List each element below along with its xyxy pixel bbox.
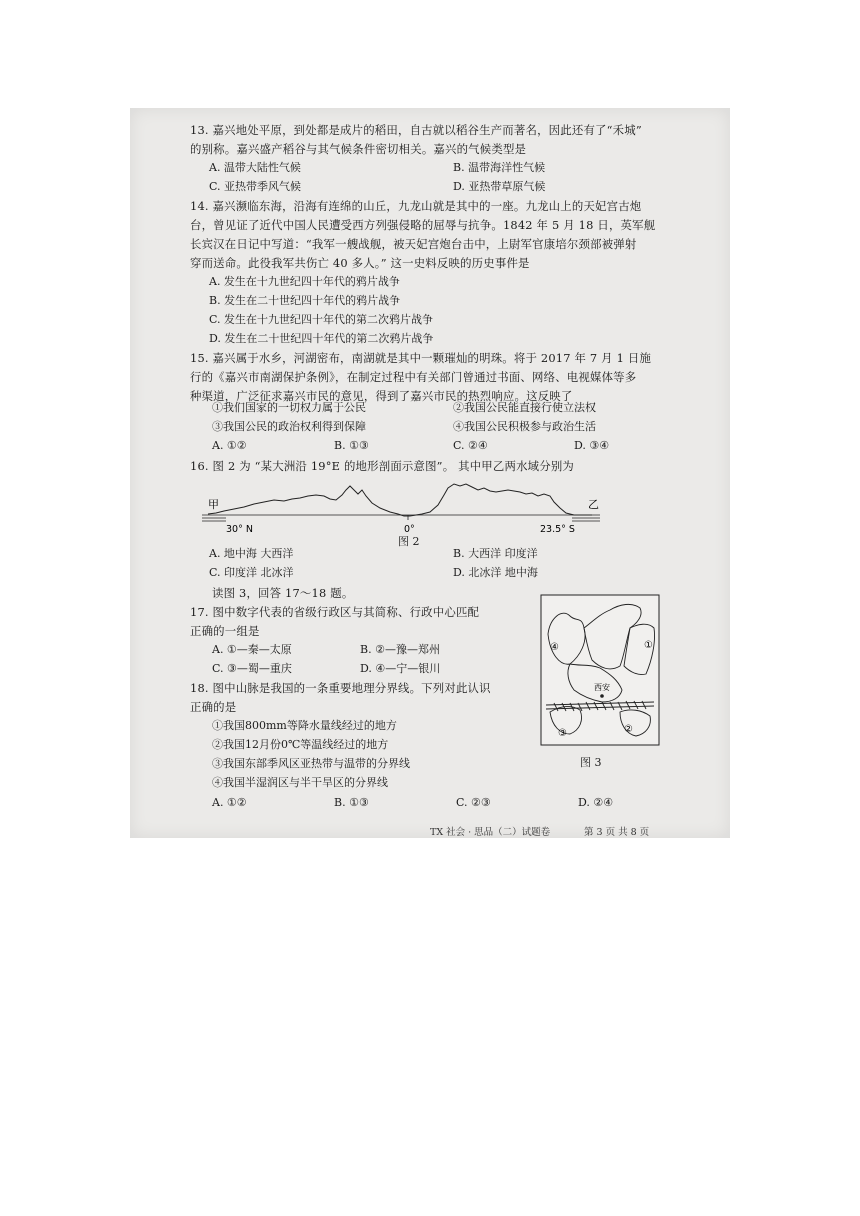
- q14-option-c: C. 发生在十九世纪四十年代的第二次鸦片战争: [209, 313, 434, 326]
- q16-option-c: C. 印度洋 北冰洋: [209, 566, 294, 579]
- q18-stem-line-1: 18. 图中山脉是我国的一条重要地理分界线。下列对此认识: [190, 681, 491, 695]
- province-map-figure-3: [540, 594, 660, 746]
- q14-stem-line-4: 穿而送命。此役我军共伤亡 40 多人。” 这一史料反映的历史事件是: [190, 256, 530, 270]
- q17-option-b: B. ②—豫—郑州: [360, 643, 440, 656]
- q14-stem-line-1: 14. 嘉兴濒临东海，沿海有连绵的山丘，九龙山就是其中的一座。九龙山上的天妃宫古炮: [190, 199, 642, 213]
- q18-option-b: B. ①③: [334, 796, 369, 809]
- reading-instruction: 读图 3，回答 17～18 题。: [212, 586, 354, 600]
- q13-option-c: C. 亚热带季风气候: [209, 180, 302, 193]
- q17-stem-line-2: 正确的一组是: [190, 624, 260, 638]
- q18-option-c: C. ②③: [456, 796, 491, 809]
- q13-option-b: B. 温带海洋性气候: [453, 161, 546, 174]
- water-hatch-right: [572, 518, 600, 521]
- tick-0: 0°: [404, 524, 415, 535]
- q14-stem-line-2: 台，曾见证了近代中国人民遭受西方列强侵略的屈辱与抗争。1842 年 5 月 18 日，英军舰: [190, 218, 656, 232]
- q16-option-b: B. 大西洋 印度洋: [453, 547, 538, 560]
- figure-2-caption: 图 2: [398, 535, 420, 548]
- q15-statement-1: ①我们国家的一切权力属于公民: [212, 401, 366, 414]
- exam-footer-page: 第 3 页 共 8 页: [584, 827, 650, 838]
- terrain-profile-line: [208, 484, 592, 516]
- q17-option-d: D. ④—宁—银川: [360, 662, 441, 675]
- map-num-1: ①: [644, 640, 653, 651]
- map-num-2: ②: [624, 724, 633, 735]
- q15-statement-4: ④我国公民积极参与政治生活: [453, 420, 596, 433]
- q18-stem-line-2: 正确的是: [190, 700, 237, 714]
- q14-option-b: B. 发生在二十世纪四十年代的鸦片战争: [209, 294, 401, 307]
- q14-option-a: A. 发生在十九世纪四十年代的鸦片战争: [209, 275, 400, 288]
- q18-option-a: A. ①②: [212, 796, 247, 809]
- map-frame: [541, 595, 659, 745]
- map-num-3: ③: [558, 728, 567, 739]
- water-hatch-left: [202, 518, 226, 521]
- q16-stem: 16. 图 2 为 “某大洲沿 19°E 的地形剖面示意图”。 其中甲乙两水域分别为: [190, 459, 575, 473]
- q18-statement-2: ②我国12月份0℃等温线经过的地方: [212, 738, 389, 751]
- q16-option-d: D. 北冰洋 地中海: [453, 566, 538, 579]
- q15-statement-2: ②我国公民能直接行使立法权: [453, 401, 596, 414]
- figure-3-caption: 图 3: [580, 756, 602, 769]
- q17-stem-line-1: 17. 图中数字代表的省级行政区与其简称、行政中心匹配: [190, 605, 480, 619]
- q14-option-d: D. 发生在二十世纪四十年代的第二次鸦片战争: [209, 332, 434, 345]
- q13-option-a: A. 温带大陆性气候: [209, 161, 301, 174]
- q18-statement-1: ①我国800mm等降水量线经过的地方: [212, 719, 397, 732]
- q16-option-a: A. 地中海 大西洋: [209, 547, 294, 560]
- exam-footer-title: TX 社会 · 思品（二）试题卷: [430, 827, 551, 838]
- label-yi: 乙: [588, 498, 599, 511]
- q13-option-d: D. 亚热带草原气候: [453, 180, 546, 193]
- q17-option-c: C. ③—蜀—重庆: [212, 662, 292, 675]
- q15-stem-line-2: 行的《嘉兴市南湖保护条例》，在制定过程中有关部门曾通过书面、网络、电视媒体等多: [190, 370, 637, 384]
- q18-statement-3: ③我国东部季风区亚热带与温带的分界线: [212, 757, 410, 770]
- tick-23-5s: 23.5° S: [540, 524, 575, 535]
- xian-city-dot: [600, 694, 604, 698]
- xian-label: 西安: [594, 683, 610, 692]
- label-jia: 甲: [208, 498, 219, 511]
- tick-30n: 30° N: [226, 524, 253, 535]
- q18-option-d: D. ②④: [578, 796, 614, 809]
- map-num-4: ④: [550, 642, 559, 653]
- q15-stem-line-1: 15. 嘉兴属于水乡，河湖密布，南湖就是其中一颗璀灿的明珠。将于 2017 年 7 月 1 日施: [190, 351, 652, 365]
- q13-stem-line-2: 的别称。嘉兴盛产稻谷与其气候条件密切相关。嘉兴的气候类型是: [190, 142, 527, 156]
- q15-stem-line-3: 种渠道，广泛征求嘉兴市民的意见，得到了嘉兴市民的热烈响应。这反映了: [190, 389, 573, 403]
- q18-statement-4: ④我国半湿润区与半干旱区的分界线: [212, 776, 388, 789]
- terrain-profile-figure-2: [196, 478, 606, 538]
- q15-option-b: B. ①③: [334, 439, 369, 452]
- q15-option-c: C. ②④: [453, 439, 488, 452]
- q14-stem-line-3: 长宾汉在日记中写道：“我军一艘战舰，被天妃宫炮台击中，上尉军官康培尔颈部被弹射: [190, 237, 637, 251]
- q15-statement-3: ③我国公民的政治权利得到保障: [212, 420, 366, 433]
- q13-stem-line-1: 13. 嘉兴地处平原，到处都是成片的稻田，自古就以稻谷生产而著名，因此还有了“禾城”: [190, 123, 642, 137]
- q17-option-a: A. ①—秦—太原: [212, 643, 292, 656]
- q15-option-d: D. ③④: [574, 439, 610, 452]
- q15-option-a: A. ①②: [212, 439, 247, 452]
